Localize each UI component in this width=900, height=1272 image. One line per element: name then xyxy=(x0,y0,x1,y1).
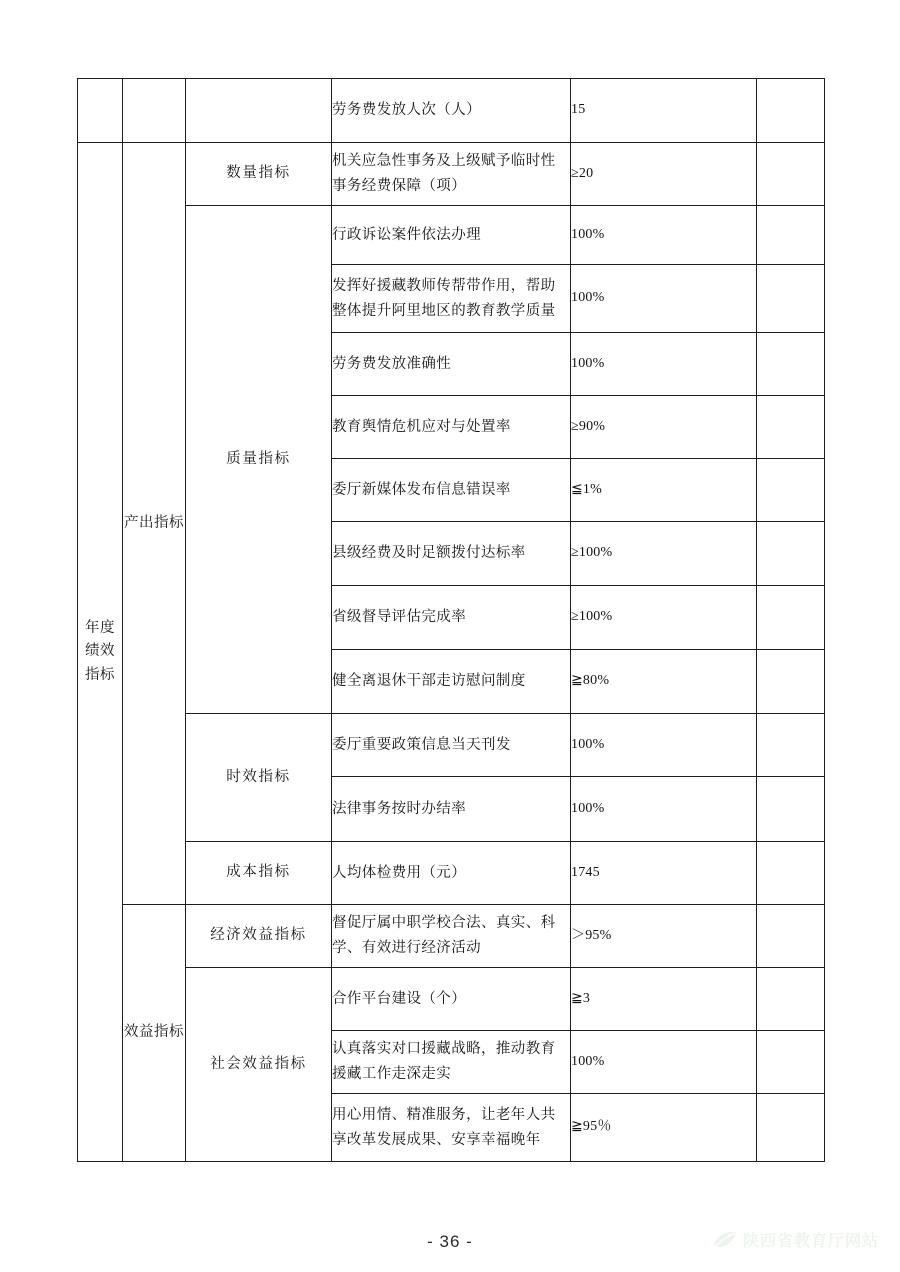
indicator-value: ≥90% xyxy=(571,396,757,459)
indicator-name: 劳务费发放准确性 xyxy=(332,333,571,396)
indicator-value: 100% xyxy=(571,265,757,333)
indicator-value: ≧3 xyxy=(571,968,757,1031)
indicator-value: ≦1% xyxy=(571,459,757,522)
indicator-name: 委厅重要政策信息当天刊发 xyxy=(332,714,571,777)
indicator-value: ≥20 xyxy=(571,143,757,206)
cell-empty-remark xyxy=(757,333,825,396)
cell-empty-remark xyxy=(757,777,825,842)
cell-empty-remark xyxy=(757,206,825,265)
subcategory-quantity: 数量指标 xyxy=(186,143,332,206)
indicator-name: 合作平台建设（个） xyxy=(332,968,571,1031)
cell-empty-remark xyxy=(757,265,825,333)
cell-empty-remark xyxy=(757,842,825,905)
indicator-name: 教育舆情危机应对与处置率 xyxy=(332,396,571,459)
cell-empty-remark xyxy=(757,396,825,459)
cell-empty-remark xyxy=(757,968,825,1031)
indicator-name: 省级督导评估完成率 xyxy=(332,586,571,650)
subcategory-economic-benefit: 经济效益指标 xyxy=(186,905,332,968)
indicator-name: 法律事务按时办结率 xyxy=(332,777,571,842)
indicator-name: 用心用情、精准服务，让老年人共享改革发展成果、安享幸福晚年 xyxy=(332,1094,571,1162)
indicator-value: ＞95% xyxy=(571,905,757,968)
indicator-name: 机关应急性事务及上级赋予临时性事务经费保障（项） xyxy=(332,143,571,206)
indicator-value: ≧80% xyxy=(571,650,757,714)
indicator-name: 行政诉讼案件依法办理 xyxy=(332,206,571,265)
cell-empty-remark xyxy=(757,79,825,143)
table-row xyxy=(78,79,825,143)
table-row xyxy=(78,905,825,968)
indicator-value: ≥100% xyxy=(571,522,757,586)
table-row xyxy=(78,842,825,905)
indicator-name: 认真落实对口援藏战略，推动教育援藏工作走深走实 xyxy=(332,1031,571,1094)
indicator-value: ≧95％ xyxy=(571,1094,757,1162)
table-row xyxy=(78,968,825,1031)
cell-empty-remark xyxy=(757,459,825,522)
table-row xyxy=(78,143,825,206)
cell-empty-remark xyxy=(757,1031,825,1094)
subcategory-social-benefit: 社会效益指标 xyxy=(186,968,332,1162)
subcategory-timeliness: 时效指标 xyxy=(186,714,332,842)
indicator-name: 县级经费及时足额拨付达标率 xyxy=(332,522,571,586)
page-number: - 36 - xyxy=(427,1232,473,1251)
subcategory-quality: 质量指标 xyxy=(186,206,332,714)
indicator-value: 1745 xyxy=(571,842,757,905)
table-row xyxy=(78,206,825,265)
indicator-name: 督促厅属中职学校合法、真实、科学、有效进行经济活动 xyxy=(332,905,571,968)
indicator-value: 100% xyxy=(571,1031,757,1094)
indicator-value: 100% xyxy=(571,714,757,777)
performance-indicator-table xyxy=(77,78,825,1162)
cell-empty-remark xyxy=(757,714,825,777)
table-row xyxy=(78,714,825,777)
cell-category-continuation xyxy=(78,79,123,143)
indicator-value: ≥100% xyxy=(571,586,757,650)
cell-subcategory-continuation xyxy=(123,79,186,143)
indicator-name: 发挥好援藏教师传帮带作用，帮助整体提升阿里地区的教育教学质量 xyxy=(332,265,571,333)
indicator-value: 100% xyxy=(571,777,757,842)
category-annual-performance: 年度绩效指标 xyxy=(78,143,123,1162)
cell-empty-remark xyxy=(757,650,825,714)
cell-empty-remark xyxy=(757,1094,825,1162)
indicator-value: 100% xyxy=(571,333,757,396)
indicator-name: 健全离退休干部走访慰问制度 xyxy=(332,650,571,714)
indicator-name: 人均体检费用（元） xyxy=(332,842,571,905)
indicator-value: 100% xyxy=(571,206,757,265)
indicator-name: 劳务费发放人次（人） xyxy=(332,79,571,143)
cell-empty-remark xyxy=(757,905,825,968)
indicator-name: 委厅新媒体发布信息错误率 xyxy=(332,459,571,522)
cell-indicator-group-continuation xyxy=(186,79,332,143)
category-benefit: 效益指标 xyxy=(123,905,186,1162)
subcategory-cost: 成本指标 xyxy=(186,842,332,905)
category-output: 产出指标 xyxy=(123,143,186,905)
watermark-label: 陕西省教育厅网站 xyxy=(743,1233,880,1250)
indicator-value: 15 xyxy=(571,79,757,143)
cell-empty-remark xyxy=(757,143,825,206)
cell-empty-remark xyxy=(757,586,825,650)
cell-empty-remark xyxy=(757,522,825,586)
